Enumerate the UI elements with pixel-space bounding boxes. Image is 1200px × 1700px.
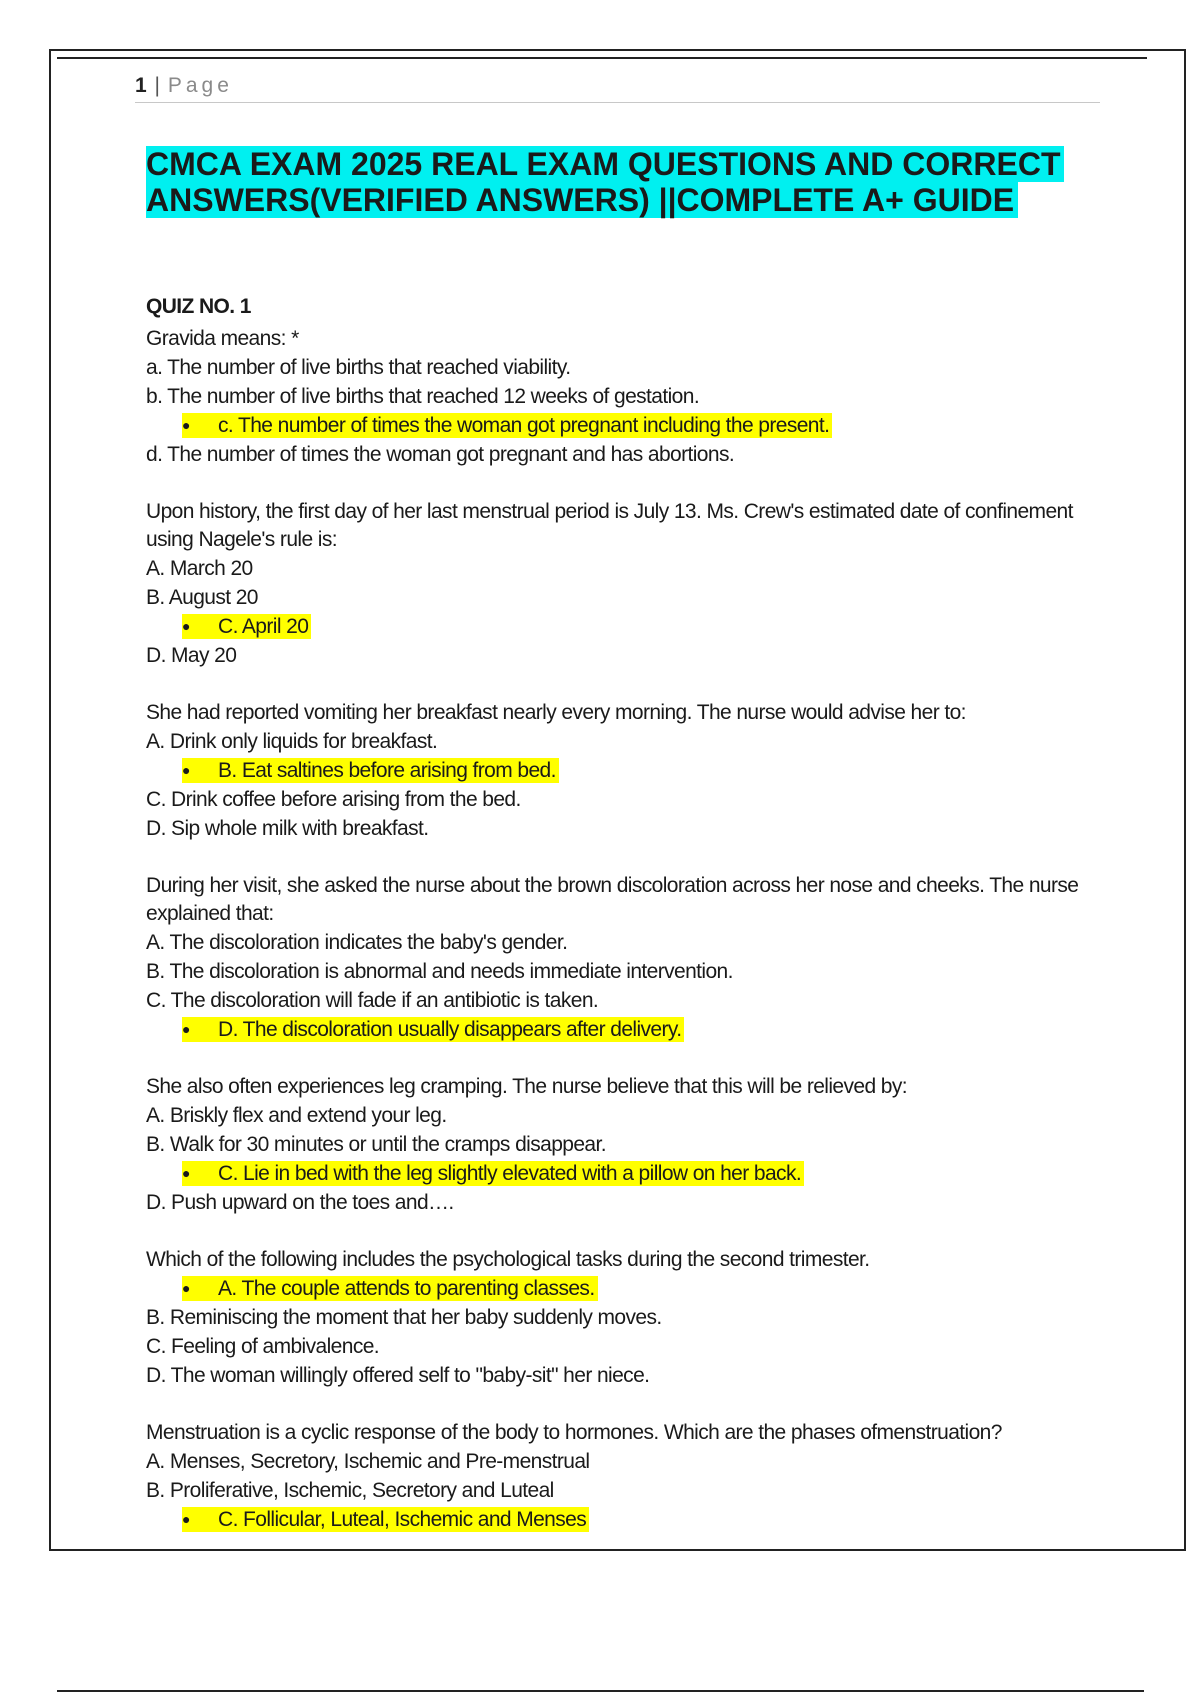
answer-highlight [182, 1161, 804, 1186]
question-stem: She also often experiences leg cramping. The nurse believe that this will be relieved by: [146, 1075, 908, 1098]
page-word: Page [167, 74, 233, 97]
answer-option: B. The discoloration is abnormal and needs immediate intervention. [146, 960, 733, 983]
answer-option: C. The discoloration will fade if an antibiotic is taken. [146, 989, 599, 1012]
option-text: C. April 20 [218, 615, 309, 638]
page-header [135, 74, 233, 98]
question-stem: Menstruation is a cyclic response of the body to hormones. Which are the phases ofmenstruation? [146, 1421, 1002, 1444]
option-text: B. Eat saltines before arising from bed. [218, 759, 556, 782]
answer-option: B. August 20 [146, 586, 258, 609]
answer-option: C. Feeling of ambivalence. [146, 1335, 380, 1358]
question-block [146, 498, 1086, 670]
correct-answer-option [146, 1015, 1086, 1044]
bullet-icon: ● [182, 1280, 190, 1296]
question-block [146, 325, 1086, 469]
question-block [146, 1419, 1086, 1534]
answer-option: D. Sip whole milk with breakfast. [146, 817, 429, 840]
answer-option: D. Push upward on the toes and…. [146, 1191, 454, 1214]
question-stem: Gravida means: * [146, 327, 299, 350]
answer-option: A. March 20 [146, 557, 253, 580]
answer-option: C. Drink coffee before arising from the bed. [146, 788, 521, 811]
document-title-text: CMCA EXAM 2025 REAL EXAM QUESTIONS AND CORRECT ANSWERS(VERIFIED ANSWERS) ||COMPLETE A+ GUIDE [146, 146, 1064, 218]
answer-highlight [182, 1276, 598, 1301]
correct-answer-option [146, 1505, 1086, 1534]
answer-option: a. The number of live births that reached viability. [146, 356, 571, 379]
answer-highlight [182, 1507, 589, 1532]
bullet-icon: ● [182, 417, 190, 433]
answer-highlight [182, 758, 559, 783]
bottom-rule [57, 1690, 1144, 1692]
answer-option: B. Proliferative, Ischemic, Secretory and Luteal [146, 1479, 554, 1502]
correct-answer-option [146, 1159, 1086, 1188]
correct-answer-option [146, 411, 1086, 440]
page-separator: | [154, 74, 161, 97]
answer-option: B. Walk for 30 minutes or until the cramps disappear. [146, 1133, 606, 1156]
question-stem: Which of the following includes the psychological tasks during the second trimester. [146, 1248, 870, 1271]
question-stem: She had reported vomiting her breakfast nearly every morning. The nurse would advise her to: [146, 701, 966, 724]
document-title [146, 146, 1086, 218]
answer-option: A. The discoloration indicates the baby's gender. [146, 931, 568, 954]
answer-option: D. The woman willingly offered self to "baby-sit" her niece. [146, 1364, 650, 1387]
answer-highlight [182, 1017, 684, 1042]
bullet-icon: ● [182, 618, 190, 634]
answer-highlight [182, 614, 311, 639]
correct-answer-option [146, 1274, 1086, 1303]
bullet-icon: ● [182, 1165, 190, 1181]
header-rule [135, 102, 1100, 103]
question-stem: During her visit, she asked the nurse about the brown discoloration across her nose and cheeks. The nurse explained that: [146, 874, 1079, 925]
quiz-content [146, 292, 1086, 1563]
top-rule [57, 57, 1147, 59]
answer-highlight [182, 413, 832, 438]
option-text: C. Lie in bed with the leg slightly elevated with a pillow on her back. [218, 1162, 802, 1185]
option-text: A. The couple attends to parenting classes. [218, 1277, 595, 1300]
bullet-icon: ● [182, 762, 190, 778]
correct-answer-option [146, 756, 1086, 785]
option-text: C. Follicular, Luteal, Ischemic and Menses [218, 1508, 587, 1531]
page-number: 1 [135, 74, 148, 97]
answer-option: B. Reminiscing the moment that her baby suddenly moves. [146, 1306, 662, 1329]
question-block [146, 1073, 1086, 1217]
answer-option: b. The number of live births that reached 12 weeks of gestation. [146, 385, 700, 408]
question-stem: Upon history, the first day of her last menstrual period is July 13. Ms. Crew's estimated date of confinement using Nagele's rule is: [146, 500, 1073, 551]
answer-option: A. Menses, Secretory, Ischemic and Pre-menstrual [146, 1450, 590, 1473]
correct-answer-option [146, 612, 1086, 641]
answer-option: d. The number of times the woman got pregnant and has abortions. [146, 443, 735, 466]
question-list [146, 325, 1086, 1534]
option-text: D. The discoloration usually disappears after delivery. [218, 1018, 682, 1041]
quiz-label: QUIZ NO. 1 [146, 295, 251, 318]
answer-option: D. May 20 [146, 644, 237, 667]
question-block [146, 699, 1086, 843]
answer-option: A. Briskly flex and extend your leg. [146, 1104, 447, 1127]
answer-option: A. Drink only liquids for breakfast. [146, 730, 438, 753]
question-block [146, 872, 1086, 1044]
bullet-icon: ● [182, 1511, 190, 1527]
question-block [146, 1246, 1086, 1390]
option-text: c. The number of times the woman got pregnant including the present. [218, 414, 830, 437]
bullet-icon: ● [182, 1021, 190, 1037]
